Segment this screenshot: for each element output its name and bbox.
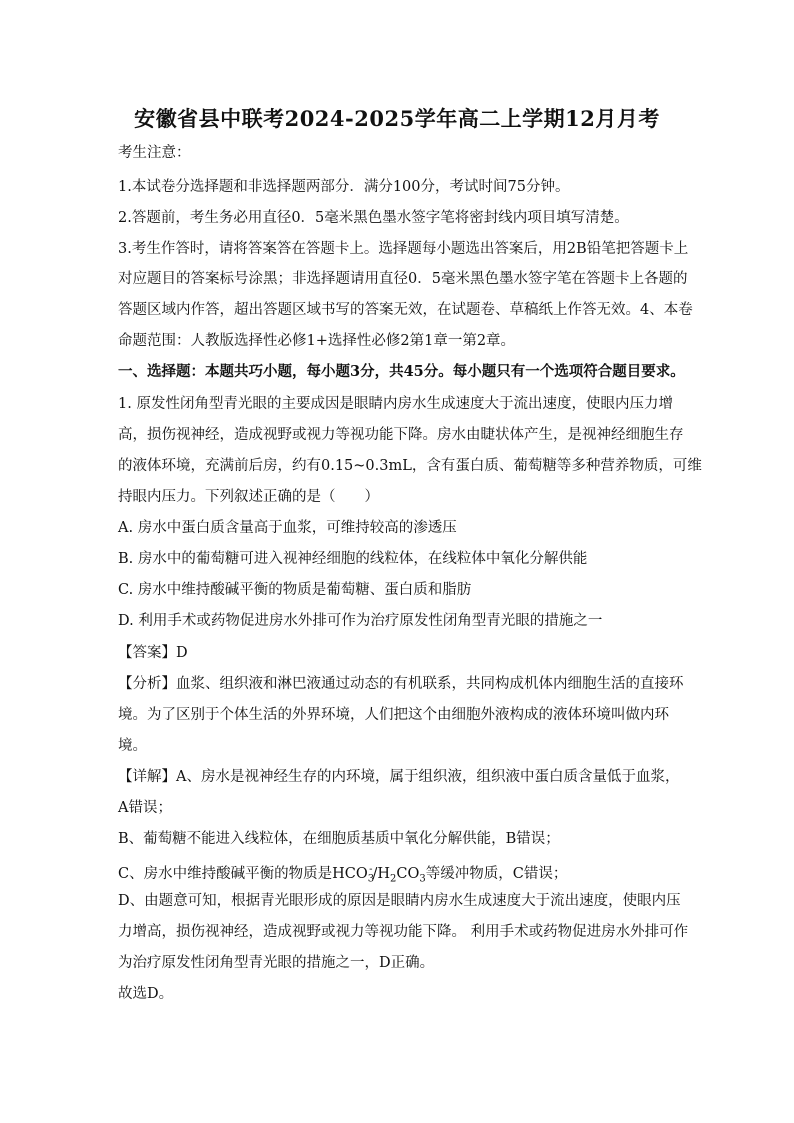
notice-line: 3.考生作答时，请将答案答在答题卡上。选择题每小题选出答案后，用2B铅笔把答题卡上 <box>118 241 689 257</box>
subscript: 3 <box>419 873 426 885</box>
detail-text: 等缓冲物质，C错误； <box>425 865 568 882</box>
detail-line: A错误； <box>118 800 172 816</box>
notice-line: 对应题目的答案标号涂黑；非选择题请用直径0．5毫米黑色墨水签字笔在答题卡上各题的 <box>118 271 688 287</box>
question-line: 持眼内压力。下列叙述正确的是（ ） <box>118 489 379 505</box>
option-b: B. 房水中的葡萄糖可进入视神经细胞的线粒体，在线粒体中氧化分解供能 <box>118 551 588 567</box>
subscript: 3 <box>367 873 375 885</box>
analysis-line: 境。 <box>118 738 147 754</box>
detail-line: 故选D。 <box>118 986 174 1002</box>
detail-text: C、房水中维持酸碱平衡的物质是HCO <box>118 865 368 882</box>
answer: 【答案】D <box>118 645 188 661</box>
analysis-line: 境。为了区别于个体生活的外界环境，人们把这个由细胞外液构成的液体环境叫做内环 <box>118 707 669 723</box>
notice-line: 命题范围：人教版选择性必修1+选择性必修2第1章一第2章。 <box>118 333 516 349</box>
analysis-line: 【分析】血浆、组织液和淋巴液通过动态的有机联系，共同构成机体内细胞生活的直接环 <box>118 676 684 692</box>
question-line: 的液体环境，充满前后房，约有0.15~0.3mL，含有蛋白质、葡萄糖等多种营养物质，可维 <box>118 458 702 474</box>
detail-line-formula <box>118 860 698 890</box>
superscript: - <box>369 864 373 875</box>
detail-line: B、葡萄糖不能进入线粒体，在细胞质基质中氧化分解供能，B错误； <box>118 831 560 847</box>
page-title: 安徽省县中联考2024-2025学年高二上学期12月月考 <box>134 106 660 131</box>
detail-line: D、由题意可知，根据青光眼形成的原因是眼睛内房水生成速度大于流出速度，使眼内压 <box>118 893 681 909</box>
notice-line: 1.本试卷分选择题和非选择题两部分．满分100分，考试时间75分钟。 <box>118 179 570 195</box>
detail-text: /H <box>372 865 391 882</box>
detail-line: 为治疗原发性闭角型青光眼的措施之一，D正确。 <box>118 955 435 971</box>
option-a: A. 房水中蛋白质含量高于血浆，可维持较高的渗透压 <box>118 520 457 536</box>
subscript: 2 <box>390 873 397 885</box>
detail-line: 力增高，损伤视神经，造成视野或视力等视功能下降。 利用手术或药物促进房水外排可作 <box>118 924 689 940</box>
detail-line: 【详解】A、房水是视神经生存的内环境，属于组织液，组织液中蛋白质含量低于血浆， <box>118 769 680 785</box>
notice-line: 2.答题前，考生务必用直径0．5毫米黑色墨水签字笔将密封线内项目填写清楚。 <box>118 210 629 226</box>
question-line: 1. 原发性闭角型青光眼的主要成因是眼睛内房水生成速度大于流出速度，使眼内压力增 <box>118 396 673 412</box>
option-c: C. 房水中维持酸碱平衡的物质是葡萄糖、蛋白质和脂肪 <box>118 582 472 598</box>
notice-line: 答题区域内作答，超出答题区域书写的答案无效，在试题卷、草稿纸上作答无效。4、本卷 <box>118 302 693 318</box>
section-heading: 一、选择题：本题共巧小题，每小题3分，共45分。每小题只有一个选项符合题目要求。 <box>118 363 685 380</box>
notice-heading: 考生注意： <box>118 145 191 161</box>
detail-text: CO <box>396 865 420 882</box>
option-d: D. 利用手术或药物促进房水外排可作为治疗原发性闭角型青光眼的措施之一 <box>118 613 603 629</box>
question-line: 高，损伤视神经，造成视野或视力等视功能下降。房水由睫状体产生，是视神经细胞生存 <box>118 427 684 443</box>
